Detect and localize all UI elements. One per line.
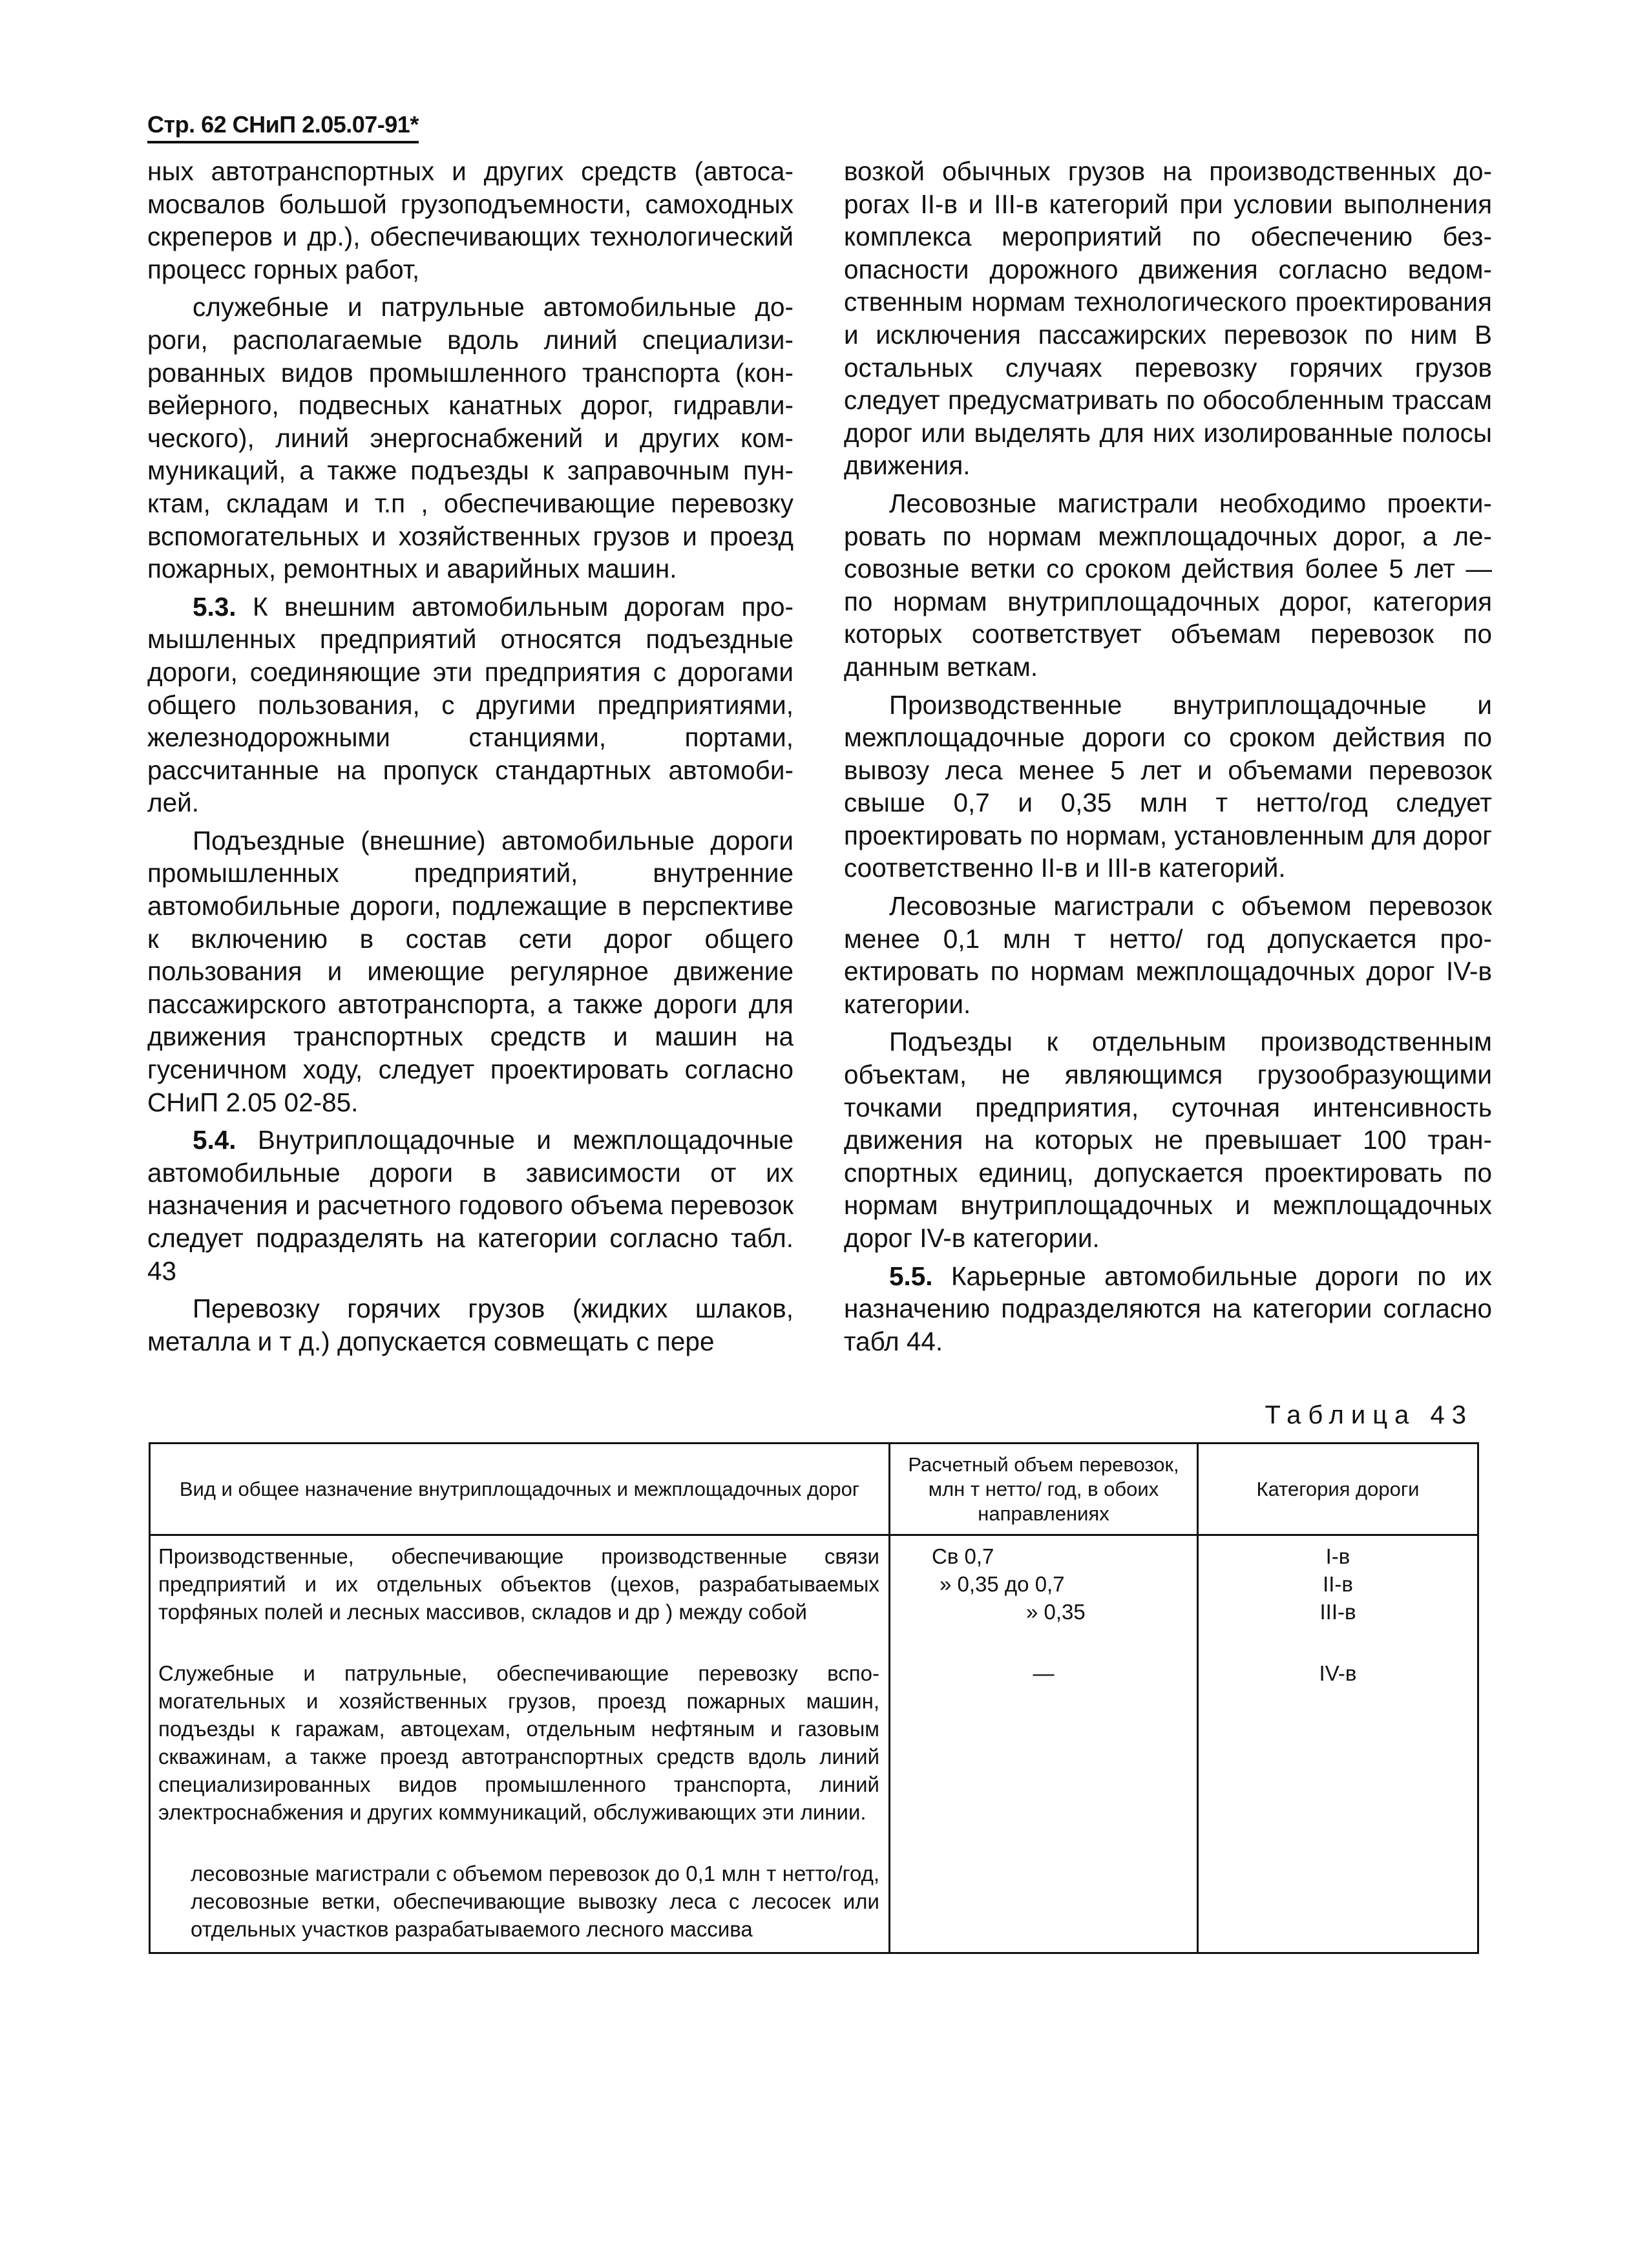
paragraph: Подъездные (внешние) автомобильные дороги промышленных предприятий, внутренние автомобильные дороги, подлежащие в перспективе к включению в состав сети дорог общего пользования и имеющие регулярное движение пассажирского автотранспорта, а также дороги для движения транспортных средств и машин на гусеничном ходу, следует проектировать согласно СНиП 2.05 02-85. [147, 825, 793, 1117]
table-header-row [150, 1444, 1478, 1535]
category-cell: IV-в [1198, 1653, 1478, 1826]
row-spacer [150, 1826, 1478, 1853]
category-value: II-в [1323, 1572, 1353, 1596]
paragraph: Лесовозные магистрали необходимо проектировать по нормам межплощадочных дорог, а лесовозные ветки со сроком действия более 5 лет — по нормам внутриплощадочных дорог, категория которых соответствует объемам перевозок по данным веткам. [844, 488, 1492, 682]
table-43 [149, 1442, 1479, 1954]
table-caption: Таблица 43 [1265, 1401, 1473, 1429]
category-value: I-в [1325, 1544, 1350, 1568]
volume-value: » 0,35 [1026, 1600, 1086, 1624]
section-number: 5.4. [193, 1125, 236, 1155]
volume-value: » 0,35 до 0,7 [940, 1572, 1065, 1596]
paragraph: возкой обычных грузов на производственных дорогах II-в и III-в категорий при условии выполнения комплекса мероприятий по обеспечению безопасности дорожного движения согласно ведомственным нормам технологического проектирования и исключения пассажирских перевозок по ним В остальных случаях перевозку горячих грузов следует предусматривать по обособленным трассам дорог или выделять для них изолированные полосы движения. [844, 156, 1492, 481]
paragraph: служебные и патрульные автомобильные дороги, располагаемые вдоль линий специализированных видов промышленного транспорта (конвейерного, подвесных канатных дорог, гидравлического), линий энергоснабжений и других коммуникаций, а также подъезды к заправочным пунктам, складам и т.п , обеспечивающие перевозку вспомогательных и хозяйственных грузов и проезд пожарных, ремонтных и аварийных машин. [147, 292, 793, 584]
paragraph: Лесовозные магистрали с объемом перевозок менее 0,1 млн т нетто/ год допускается проектировать по нормам межплощадочных дорог IV-в категории. [844, 891, 1492, 1019]
road-type-cell: Служебные и патрульные, обеспечивающие перевозку вспомогательных и хозяйственных грузов, проезд пожарных машин, подъезды к гаражам, автоцехам, отдельным нефтяным и газовым скважинам, а также проезд автотранспортных средств вдоль линий специализированных видов промышленного транспорта, линий электроснабжения и других коммуникаций, обслуживающих эти линии. [150, 1653, 890, 1826]
table-row [150, 1653, 1478, 1826]
paragraph: 5.3. К внешним автомобильным дорогам промышленных предприятий относятся подъездные дороги, соединяющие эти предприятия с дорогами общего пользования, с другими предприятиями, железнодорожными станциями, портами, рассчитанные на пропуск стандартных автомобилей. [147, 591, 793, 818]
paragraph: 5.5. Карьерные автомобильные дороги по их назначению подразделяются на категории согласно табл 44. [844, 1261, 1492, 1356]
volume-cell [890, 1853, 1198, 1953]
category-cell [1198, 1853, 1478, 1953]
paragraph: Подъезды к отдельным производственным объектам, не являющимся грузообразующими точками предприятия, суточная интенсивность движения на которых не превышает 100 транспортных единиц, допускается проектировать по нормам внутриплощадочных и межплощадочных дорог IV-в категории. [844, 1027, 1492, 1253]
road-type-cell: Производственные, обеспечивающие производственные связи предприятий и их отдельных объектов (цехов, разрабатываемых торфяных полей и лесных массивов, складов и др ) между собой [150, 1535, 890, 1626]
left-column [147, 155, 793, 1363]
table-row [150, 1853, 1478, 1953]
volume-cell: — [890, 1653, 1198, 1826]
paragraph: 5.4. Внутриплощадочные и межплощадочные автомобильные дороги в зависимости от их назначения и расчетного годового объема перевозок следует подразделять на категории согласно табл. 43 [147, 1125, 793, 1286]
column-header: Категория дороги [1198, 1444, 1478, 1535]
page-header: Стр. 62 СНиП 2.05.07-91* [147, 111, 419, 143]
section-number: 5.5. [889, 1261, 933, 1291]
table-row [150, 1535, 1478, 1626]
road-type-cell: лесовозные магистрали с объемом перевозок до 0,1 млн т нетто/год, лесовозные ветки, обеспечивающие вывозку леса с лесосек или отдельных участков разрабатываемого лесного массива [150, 1853, 890, 1953]
row-spacer [150, 1626, 1478, 1653]
paragraph: ных автотранспортных и других средств (автосамосвалов большой грузоподъемности, самоходных скреперов и др.), обеспечивающих технологический процесс горных работ, [147, 156, 793, 284]
right-column [844, 155, 1492, 1363]
column-header: Вид и общее назначение внутриплощадочных и межплощадочных дорог [150, 1444, 890, 1535]
category-value: III-в [1319, 1600, 1356, 1624]
column-header: Расчетный объем перевозок, млн т нетто/ год, в обоих направлениях [890, 1444, 1198, 1535]
volume-value: Св 0,7 [932, 1544, 994, 1568]
paragraph: Производственные внутриплощадочные и межплощадочные дороги со сроком действия по вывозу леса менее 5 лет и объемами перевозок свыше 0,7 и 0,35 млн т нетто/год следует проектировать по нормам, установленным для дорог соответственно II-в и III-в категорий. [844, 689, 1492, 883]
category-cell [1198, 1535, 1478, 1626]
paragraph: Перевозку горячих грузов (жидких шлаков, металла и т д.) допускается совмещать с пере [147, 1294, 793, 1356]
volume-cell [890, 1535, 1198, 1626]
section-number: 5.3. [193, 591, 236, 622]
